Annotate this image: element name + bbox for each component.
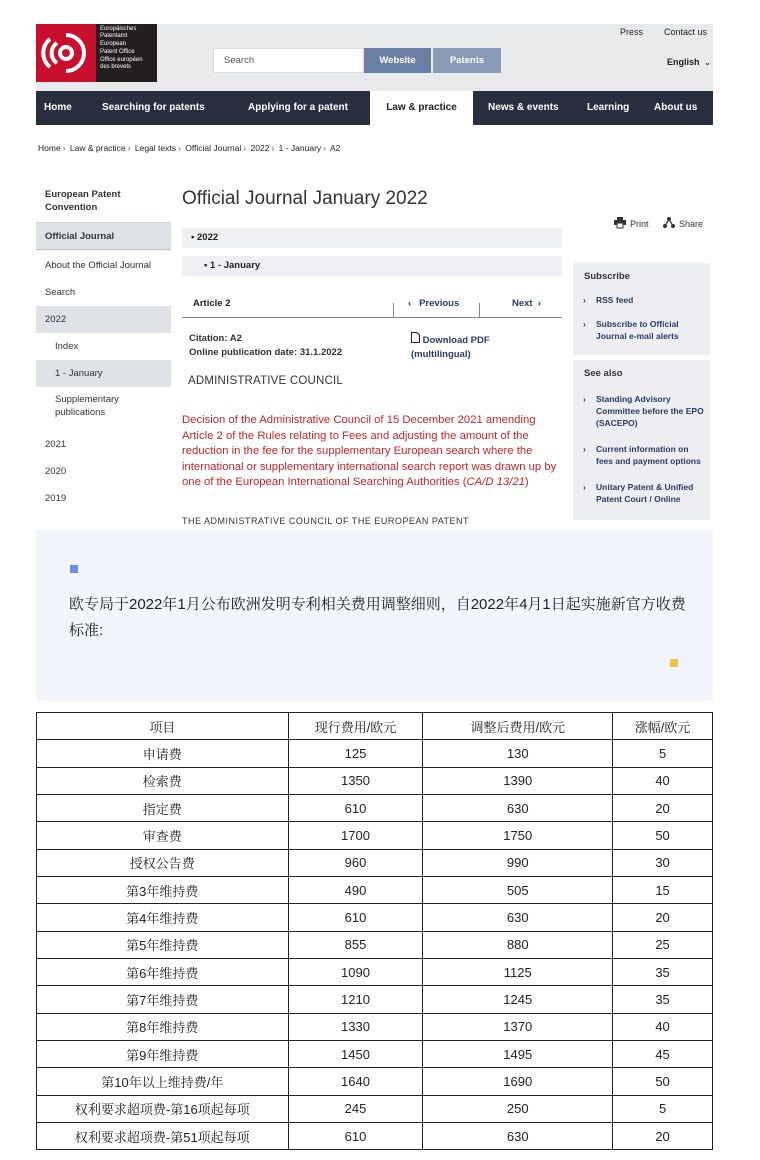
council-heading: ADMINISTRATIVE COUNCIL [188, 375, 343, 387]
epo-screenshot [36, 24, 713, 526]
table-header-row [37, 713, 713, 740]
current-fee-cell: 1330 [288, 1013, 423, 1040]
current-fee-cell: 1640 [288, 1068, 423, 1095]
download-label: Download PDF [422, 335, 490, 346]
chevron-right-icon: › [583, 482, 586, 492]
chevron-right-icon: › [583, 394, 586, 404]
breadcrumb-law-practice[interactable]: Law & practice [69, 143, 126, 153]
press-link[interactable]: Press [620, 27, 644, 37]
facet-month[interactable] [182, 256, 562, 276]
current-fee-cell: 610 [288, 794, 423, 821]
increase-cell: 35 [613, 958, 713, 985]
sacepo-label: Standing Advisory Committee before the EPO (SACEPO) [596, 394, 704, 428]
table-row [37, 1095, 713, 1122]
increase-cell: 40 [613, 1013, 713, 1040]
printer-icon [614, 217, 626, 230]
fees-info-label: Current information on fees and payment options [596, 444, 701, 466]
facet-month-label: 1 - January [210, 260, 261, 271]
increase-cell: 5 [613, 740, 713, 767]
breadcrumb-legal-texts[interactable]: Legal texts [134, 143, 176, 153]
fee-table-body [37, 713, 713, 1150]
share-icon [663, 217, 675, 230]
adjusted-fee-cell: 1245 [423, 986, 613, 1013]
epo-logo[interactable] [36, 24, 157, 82]
increase-cell: 20 [613, 904, 713, 931]
email-alerts-label: Subscribe to Official Journal e-mail alerts [596, 319, 679, 341]
decision-text: Decision of the Administrative Council of 15 December 2021 amending Article 2 of the Rules relating to Fees and adjusting the amount of the reduction in the fee for the supplementary European search where the international or supplementary international search report was drawn up by one of the European International Searching Authorities ( [182, 414, 557, 488]
table-row [37, 1068, 713, 1095]
yellow-square-icon [670, 659, 678, 667]
download-pdf-link[interactable] [411, 332, 490, 361]
download-sub: (multilingual) [411, 348, 471, 360]
fee-item-cell: 第10年以上维持费/年 [37, 1068, 289, 1095]
sacepo-link[interactable] [573, 393, 710, 429]
table-row [37, 794, 713, 821]
current-fee-cell: 960 [288, 849, 423, 876]
increase-cell: 5 [613, 1095, 713, 1122]
breadcrumb-january[interactable]: 1 - January [278, 143, 322, 153]
table-row [37, 740, 713, 767]
header-current-fee: 现行费用/欧元 [288, 713, 423, 740]
fee-table [36, 712, 713, 1150]
nav-about-us[interactable]: About us [654, 102, 698, 113]
share-label: Share [679, 218, 704, 229]
document-icon [411, 335, 423, 346]
adjusted-fee-cell: 1390 [423, 767, 613, 794]
increase-cell: 45 [613, 1040, 713, 1067]
increase-cell: 30 [613, 849, 713, 876]
fee-item-cell: 第5年维持费 [37, 931, 289, 958]
fee-item-cell: 第9年维持费 [37, 1040, 289, 1067]
decision-ref[interactable]: CA/D 13/21 [466, 476, 525, 488]
current-fee-cell: 245 [288, 1095, 423, 1122]
current-fee-cell: 855 [288, 931, 423, 958]
subscribe-title: Subscribe [584, 271, 630, 282]
fee-item-cell: 检索费 [37, 767, 289, 794]
table-row [37, 1040, 713, 1067]
previous-label: Previous [419, 298, 460, 309]
share-button[interactable] [663, 217, 703, 230]
increase-cell: 40 [613, 767, 713, 794]
table-row [37, 958, 713, 985]
breadcrumb-a2: A2 [329, 143, 341, 153]
article-nav-divider [393, 303, 394, 318]
table-row [37, 904, 713, 931]
sidebar-item-january[interactable]: 1 - January [36, 360, 171, 387]
previous-link[interactable] [408, 295, 459, 317]
adjusted-fee-cell: 505 [423, 876, 613, 903]
sidebar-item-index[interactable]: Index [55, 341, 79, 352]
citation-block [189, 332, 342, 359]
chevron-right-icon: › [583, 295, 586, 305]
fee-item-cell: 授权公告费 [37, 849, 289, 876]
decision-close: ) [524, 476, 529, 488]
header-adjusted-fee: 调整后费用/欧元 [423, 713, 613, 740]
rss-feed-link[interactable] [573, 294, 710, 306]
sidebar-item-2021[interactable]: 2021 [45, 439, 67, 450]
facet-bullet-icon: ▪ [204, 260, 208, 271]
nav-learning[interactable]: Learning [587, 102, 630, 113]
sidebar-item-2022[interactable]: 2022 [36, 306, 171, 333]
chevron-left-icon: ‹ [408, 298, 412, 309]
chevron-right-icon: › [583, 319, 586, 329]
print-button[interactable] [614, 217, 649, 230]
current-fee-cell: 125 [288, 740, 423, 767]
print-label: Print [630, 218, 649, 229]
adjusted-fee-cell: 880 [423, 931, 613, 958]
adjusted-fee-cell: 630 [423, 794, 613, 821]
adjusted-fee-cell: 630 [423, 1122, 613, 1149]
nav-applying-for-a-patent[interactable]: Applying for a patent [248, 102, 348, 113]
header-increase: 涨幅/欧元 [613, 713, 713, 740]
language-label: English [667, 57, 700, 67]
facet-year[interactable] [182, 228, 562, 248]
adjusted-fee-cell: 1125 [423, 958, 613, 985]
unitary-patent-label: Unitary Patent & Unified Patent Court / Online [596, 482, 694, 504]
adjusted-fee-cell: 1495 [423, 1040, 613, 1067]
facet-bullet-icon: ▪ [191, 232, 195, 243]
blue-square-icon [70, 565, 78, 573]
increase-cell: 50 [613, 1068, 713, 1095]
epo-logo-text: Europäisches Patentamt European Patent Office Office européen des brevets [100, 26, 143, 71]
fee-item-cell: 第7年维持费 [37, 986, 289, 1013]
sidebar-item-about-oj[interactable]: About the Official Journal [45, 260, 151, 271]
fee-item-cell: 第6年维持费 [37, 958, 289, 985]
current-fee-cell: 1450 [288, 1040, 423, 1067]
summary-note [36, 530, 713, 701]
increase-cell: 15 [613, 876, 713, 903]
nav-home[interactable]: Home [44, 102, 72, 113]
adjusted-fee-cell: 1690 [423, 1068, 613, 1095]
chevron-right-icon: › [537, 298, 542, 309]
sidebar-item-search[interactable]: Search [45, 287, 76, 298]
sidebar-item-official-journal[interactable]: Official Journal [36, 223, 171, 250]
fee-item-cell: 审查费 [37, 822, 289, 849]
decision-title [182, 413, 567, 491]
next-label: Next [512, 298, 533, 309]
increase-cell: 20 [613, 794, 713, 821]
table-row [37, 1013, 713, 1040]
fee-item-cell: 申请费 [37, 740, 289, 767]
rss-feed-label: RSS feed [596, 295, 634, 305]
table-row [37, 931, 713, 958]
increase-cell: 20 [613, 1122, 713, 1149]
page-title: Official Journal January 2022 [182, 188, 428, 209]
table-row [37, 876, 713, 903]
sidebar-item-epc[interactable]: European Patent Convention [45, 189, 121, 213]
next-link[interactable] [512, 295, 541, 317]
facet-year-label: 2022 [197, 232, 219, 243]
article-label: Article 2 [193, 298, 231, 309]
table-row [37, 1122, 713, 1149]
sidebar-item-supplementary[interactable]: Supplementary publications [55, 394, 119, 418]
unitary-patent-link[interactable] [573, 481, 710, 505]
current-fee-cell: 1700 [288, 822, 423, 849]
search-input[interactable]: Search [213, 48, 364, 73]
adjusted-fee-cell: 250 [423, 1095, 613, 1122]
nav-law-and-practice[interactable]: Law & practice [370, 91, 473, 125]
sidebar-item-2020[interactable]: 2020 [45, 466, 67, 477]
breadcrumb-2022[interactable]: 2022 [250, 143, 270, 153]
table-row [37, 822, 713, 849]
breadcrumb-official-journal[interactable]: Official Journal [185, 143, 242, 153]
header-item: 项目 [37, 713, 289, 740]
language-selector[interactable] [667, 57, 711, 67]
nav-searching-for-patents[interactable]: Searching for patents [102, 102, 205, 113]
article-nav-divider [479, 303, 480, 318]
current-fee-cell: 490 [288, 876, 423, 903]
website-button[interactable]: Website [364, 48, 431, 73]
table-row [37, 849, 713, 876]
chevron-down-icon: ⌄ [704, 58, 711, 67]
top-bar [36, 24, 713, 91]
epo-logo-mark-icon [36, 24, 96, 82]
article-navigation [182, 295, 562, 318]
fee-item-cell: 第8年维持费 [37, 1013, 289, 1040]
chevron-right-icon: › [583, 444, 586, 454]
fee-item-cell: 权利要求超项费-第51项起每项 [37, 1122, 289, 1149]
table-row [37, 767, 713, 794]
email-alerts-link[interactable] [573, 318, 710, 342]
breadcrumb-home[interactable]: Home [38, 143, 61, 153]
adjusted-fee-cell: 630 [423, 904, 613, 931]
increase-cell: 35 [613, 986, 713, 1013]
see-also-title: See also [584, 368, 623, 379]
fee-item-cell: 第4年维持费 [37, 904, 289, 931]
current-fee-cell: 1210 [288, 986, 423, 1013]
main-navigation [36, 91, 713, 125]
nav-news-and-events[interactable]: News & events [488, 102, 559, 113]
online-publication-date: Online publication date: 31.1.2022 [189, 346, 343, 358]
current-fee-cell: 610 [288, 1122, 423, 1149]
current-fee-cell: 610 [288, 904, 423, 931]
fees-info-link[interactable] [573, 443, 710, 467]
current-fee-cell: 1090 [288, 958, 423, 985]
adjusted-fee-cell: 1750 [423, 822, 613, 849]
cutoff-text: THE ADMINISTRATIVE COUNCIL OF THE EUROPEAN PATENT [182, 516, 470, 526]
increase-cell: 50 [613, 822, 713, 849]
current-fee-cell: 1350 [288, 767, 423, 794]
breadcrumb: Home › Law & practice › Legal texts › Official Journal › 2022 › 1 - January › A2 [38, 143, 341, 153]
contact-link[interactable]: Contact us [664, 27, 708, 37]
table-row [37, 986, 713, 1013]
adjusted-fee-cell: 990 [423, 849, 613, 876]
see-also-panel [573, 360, 710, 520]
fee-item-cell: 指定费 [37, 794, 289, 821]
subscribe-panel [573, 263, 710, 355]
sidebar-item-2019[interactable]: 2019 [45, 493, 67, 504]
adjusted-fee-cell: 130 [423, 740, 613, 767]
fee-item-cell: 第3年维持费 [37, 876, 289, 903]
citation: Citation: A2 [189, 333, 242, 344]
summary-text: 欧专局于2022年1月公布欧洲发明专利相关费用调整细则，自2022年4月1日起实施新官方收费标准: [69, 596, 686, 639]
adjusted-fee-cell: 1370 [423, 1013, 613, 1040]
increase-cell: 25 [613, 931, 713, 958]
patents-button[interactable]: Patents [433, 48, 501, 73]
fee-item-cell: 权利要求超项费-第16项起每项 [37, 1095, 289, 1122]
